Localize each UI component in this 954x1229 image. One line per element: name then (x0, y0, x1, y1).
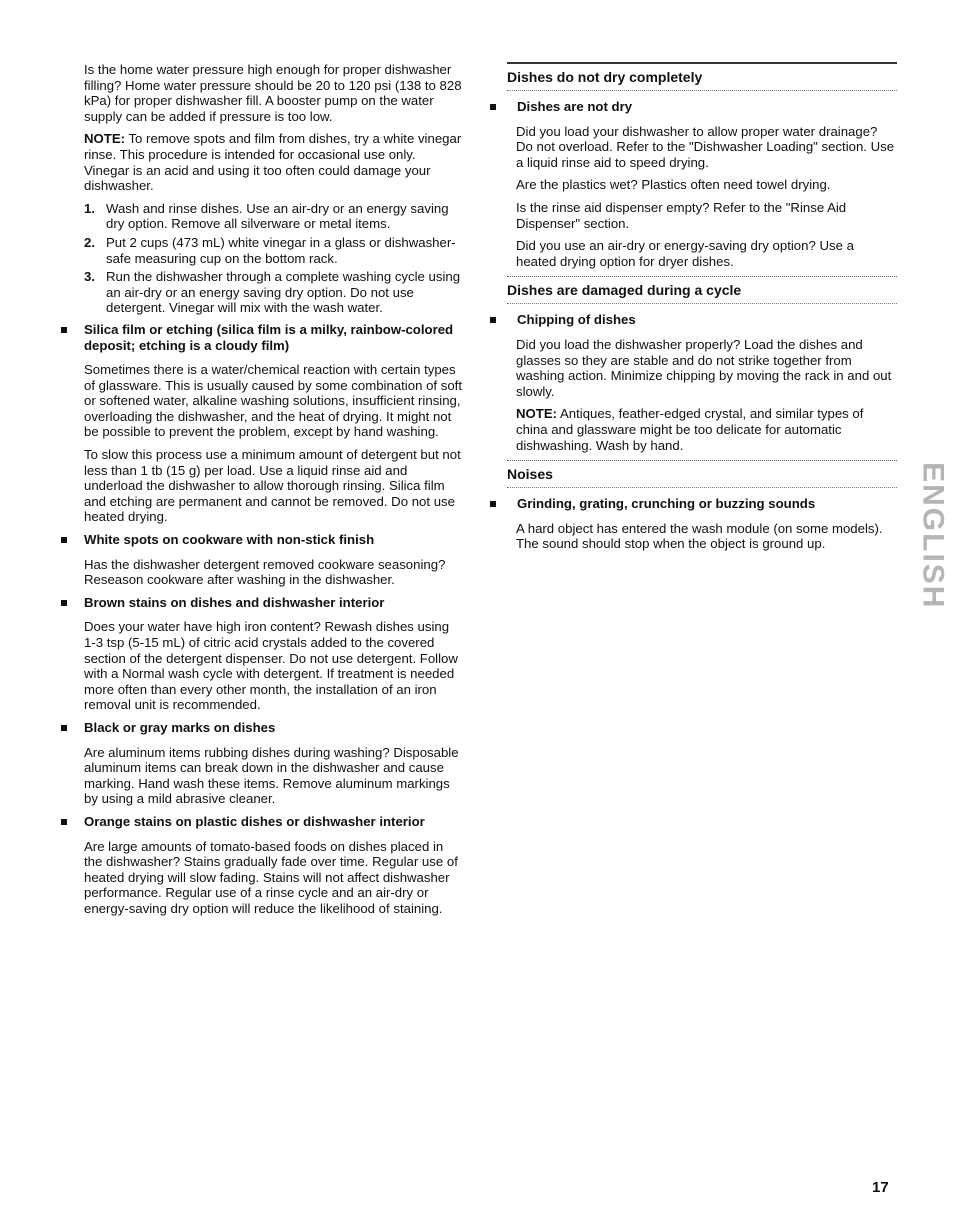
step-number: 1. (84, 200, 95, 216)
section-title-noises: Noises (507, 460, 897, 488)
bullet-square-icon (490, 104, 496, 110)
vinegar-note (84, 131, 464, 193)
note-label: NOTE: (84, 131, 126, 147)
step-text: Wash and rinse dishes. Use an air-dry or an energy saving dry option. Remove all silverware or metal items. (106, 200, 449, 232)
white-spots-heading-text: White spots on cookware with non-stick finish (84, 532, 375, 548)
dry-paragraph-4: Did you use an air-dry or energy-saving dry option? Use a heated drying option for dryer dishes. (516, 238, 854, 269)
note-label: NOTE: (516, 406, 558, 422)
language-tab-text: ENGLISH (916, 462, 950, 610)
language-side-tab (916, 450, 950, 622)
right-column (507, 62, 897, 559)
note-text: Antiques, feather-edged crystal, and similar types of china and glassware might be too delicate for automatic dishwashing. Wash by hand. (516, 406, 864, 453)
bullet-square-icon (61, 327, 67, 333)
page-number: 17 (872, 1179, 889, 1196)
orange-stains-heading-text: Orange stains on plastic dishes or dishwasher interior (84, 813, 425, 829)
step-number: 3. (84, 269, 95, 285)
chipping-heading-text: Chipping of dishes (517, 312, 636, 328)
noise-paragraph: A hard object has entered the wash module (on some models). The sound should stop when the object is ground up. (516, 520, 883, 552)
bullet-square-icon (490, 317, 496, 323)
chipping-note (516, 406, 897, 453)
white-spots-heading (59, 532, 464, 548)
not-dry-body (516, 124, 897, 270)
not-dry-heading (485, 99, 897, 115)
dry-paragraph-3: Is the rinse aid dispenser empty? Refer to the "Rinse Aid Dispenser" section. (516, 199, 847, 231)
chipping-body (516, 337, 897, 453)
noise-heading-text: Grinding, grating, crunching or buzzing sounds (517, 496, 816, 512)
black-marks-heading-text: Black or gray marks on dishes (84, 719, 276, 735)
noise-heading (485, 496, 897, 512)
step-item (84, 269, 464, 316)
black-marks-paragraph: Are aluminum items rubbing dishes during washing? Disposable aluminum items can break down in the dishwasher and cause marking. Hand wash these items. Remove aluminum markings by using a mild abrasive cleaner. (84, 744, 459, 807)
chipping-paragraph: Did you load the dishwasher properly? Load the dishes and glasses so they are stable and do not strike together from washing action. Minimize chipping by moving the rack in and out slowly. (516, 336, 892, 399)
silica-film-heading (59, 322, 464, 353)
step-text: Put 2 cups (473 mL) white vinegar in a glass or dishwasher-safe measuring cup on the bottom rack. (106, 234, 456, 266)
dry-paragraph-1: Did you load your dishwasher to allow proper water drainage? Do not overload. Refer to the "Dishwasher Loading" section. Use a liquid rinse aid to speed drying. (516, 123, 895, 170)
step-item (84, 201, 464, 232)
white-spots-paragraph: Has the dishwasher detergent removed cookware seasoning? Reseason cookware after washing in the dishwasher. (84, 556, 446, 588)
black-marks-heading (59, 720, 464, 736)
section-title-damaged: Dishes are damaged during a cycle (507, 276, 897, 304)
not-dry-heading-text: Dishes are not dry (517, 99, 633, 114)
orange-stains-paragraph: Are large amounts of tomato-based foods on dishes placed in the dishwasher? Stains gradually fade over time. Regular use of heated drying will slow fading. Stains will not affect dishwasher performance. Regular use of a rinse cycle and an air-dry or energy-saving dry option will reduce the likelihood of staining. (84, 838, 458, 916)
step-text: Run the dishwasher through a complete washing cycle using an air-dry or an energy saving dry option. Do not use detergent. Vinegar will mix with the wash water. (106, 269, 461, 316)
bullet-square-icon (61, 537, 67, 543)
silica-paragraph-1: Sometimes there is a water/chemical reaction with certain types of glassware. This is usually caused by some combination of soft or softened water, alkaline washing solutions, insufficient rinsing, overloading the dishwasher, and the heat of drying. It might not be possible to prevent the problem, except by hand washing. (84, 362, 462, 440)
note-text: To remove spots and film from dishes, try a white vinegar rinse. This procedure is intended for occasional use only. Vinegar is an acid and using it too often could damage your dishwasher. (84, 131, 462, 194)
brown-stains-paragraph: Does your water have high iron content? Rewash dishes using 1-3 tsp (5-15 mL) of citric acid crystals added to the covered section of the detergent dispenser. Do not use detergent. Follow with a Normal wash cycle with detergent. If treatment is needed more often than every other month, the installation of an iron removal unit is recommended. (84, 619, 458, 713)
step-number: 2. (84, 234, 95, 250)
bullet-square-icon (61, 819, 67, 825)
step-item (84, 235, 464, 266)
bullet-square-icon (61, 725, 67, 731)
bullet-square-icon (490, 501, 496, 507)
intro-paragraph: Is the home water pressure high enough for proper dishwasher filling? Home water pressure should be 20 to 120 psi (138 to 828 kPa) for proper dishwasher fill. A booster pump on the water supply can be added if pressure is too low. (84, 62, 462, 124)
left-column (84, 62, 464, 924)
orange-stains-heading (59, 814, 464, 830)
vinegar-steps-list (84, 201, 464, 316)
bullet-square-icon (61, 600, 67, 606)
chipping-heading (485, 312, 897, 328)
brown-stains-heading (59, 595, 464, 611)
silica-heading-text: Silica film or etching (silica film is a milky, rainbow-colored deposit; etching is a cloudy film) (84, 321, 454, 353)
dry-paragraph-2: Are the plastics wet? Plastics often need towel drying. (516, 177, 831, 193)
section-title-dry: Dishes do not dry completely (507, 62, 897, 91)
silica-paragraph-2: To slow this process use a minimum amount of detergent but not less than 1 tb (15 g) per load. Use a liquid rinse aid and underload the dishwasher to allow thorough rinsing. Silica film and etching are permanent and cannot be removed. Do not use heated drying. (84, 447, 461, 525)
noise-body (516, 521, 897, 552)
brown-stains-heading-text: Brown stains on dishes and dishwasher interior (84, 594, 385, 610)
